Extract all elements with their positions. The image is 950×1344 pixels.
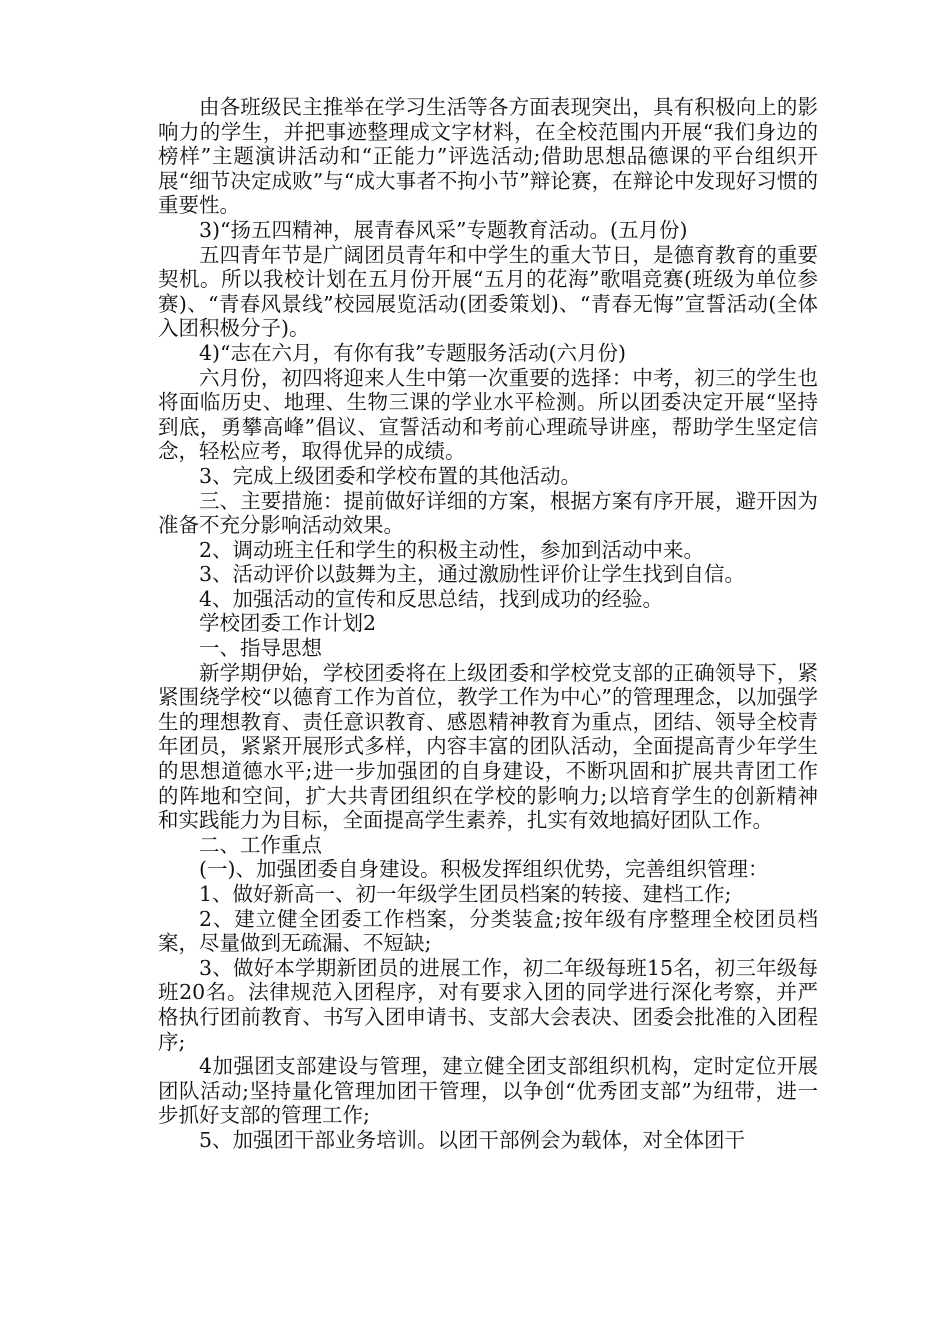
paragraph: 4加强团支部建设与管理，建立健全团支部组织机构，定时定位开展团队活动;坚持量化管理加团干管理，以争创“优秀团支部”为纽带，进一步抓好支部的管理工作; — [158, 1054, 818, 1128]
section-heading: 二、工作重点 — [199, 832, 322, 857]
paragraph: 五四青年节是广阔团员青年和中学生的重大节日，是德育教育的重要契机。所以我校计划在五月份开展“五月的花海”歌唱竞赛(班级为单位参赛)、“青春风景线”校园展览活动(团委策划)、“青春无悔”宣誓活动(全体入团积极分子)。 — [158, 242, 818, 341]
paragraph: 2、建立健全团委工作档案，分类装盒;按年级有序整理全校团员档案，尽量做到无疏漏、不短缺; — [158, 906, 818, 956]
paragraph: (一)、加强团委自身建设。积极发挥组织优势，完善组织管理： — [199, 857, 769, 882]
paragraph: 三、主要措施：提前做好详细的方案，根据方案有序开展，避开因为准备不充分影响活动效果。 — [158, 488, 818, 538]
paragraph: 3)“扬五四精神，展青春风采”专题教育活动。(五月份) — [199, 217, 688, 242]
document-body — [158, 95, 818, 1153]
paragraph: 4、加强活动的宣传和反思总结，找到成功的经验。 — [199, 586, 664, 611]
paragraph: 新学期伊始，学校团委将在上级团委和学校党支部的正确领导下，紧紧围绕学校“以德育工作为首位，教学工作为中心”的管理理念，以加强学生的理想教育、责任意识教育、感恩精神教育为重点，团结、领导全校青年团员，紧紧开展形式多样，内容丰富的团队活动，全面提高青少年学生的思想道德水平;进一步加强团的自身建设，不断巩固和扩展共青团工作的阵地和空间，扩大共青团组织在学校的影响力;以培育学生的创新精神和实践能力为目标，全面提高学生素养，扎实有效地搞好团队工作。 — [158, 660, 818, 833]
paragraph: 3、做好本学期新团员的进展工作，初二年级每班15名，初三年级每班20名。法律规范入团程序，对有要求入团的同学进行深化考察，并严格执行团前教育、书写入团申请书、支部大会表决、团委会批准的入团程序; — [158, 955, 818, 1054]
paragraph: 由各班级民主推举在学习生活等各方面表现突出，具有积极向上的影响力的学生，并把事迹整理成文字材料，在全校范围内开展“我们身边的榜样”主题演讲活动和“正能力”评选活动;借助思想品德课的平台组织开展“细节决定成败”与“成大事者不拘小节”辩论赛，在辩论中发现好习惯的重要性。 — [158, 95, 818, 218]
paragraph: 2、调动班主任和学生的积极主动性，参加到活动中来。 — [199, 537, 705, 562]
paragraph: 3、完成上级团委和学校布置的其他活动。 — [199, 463, 582, 488]
paragraph: 4)“志在六月，有你有我”专题服务活动(六月份) — [199, 340, 626, 365]
section-title: 学校团委工作计划2 — [199, 611, 377, 636]
paragraph: 5、加强团干部业务培训。以团干部例会为载体，对全体团干 — [199, 1127, 746, 1152]
paragraph: 3、活动评价以鼓舞为主，通过激励性评价让学生找到自信。 — [199, 562, 746, 587]
section-heading: 一、指导思想 — [199, 636, 322, 661]
paragraph: 1、做好新高一、初一年级学生团员档案的转接、建档工作; — [199, 882, 732, 906]
paragraph: 六月份，初四将迎来人生中第一次重要的选择：中考，初三的学生也将面临历史、地理、生物三课的学业水平检测。所以团委决定开展“坚持到底，勇攀高峰”倡议、宣誓活动和考前心理疏导讲座，帮助学生坚定信念，轻松应考，取得优异的成绩。 — [158, 365, 818, 464]
